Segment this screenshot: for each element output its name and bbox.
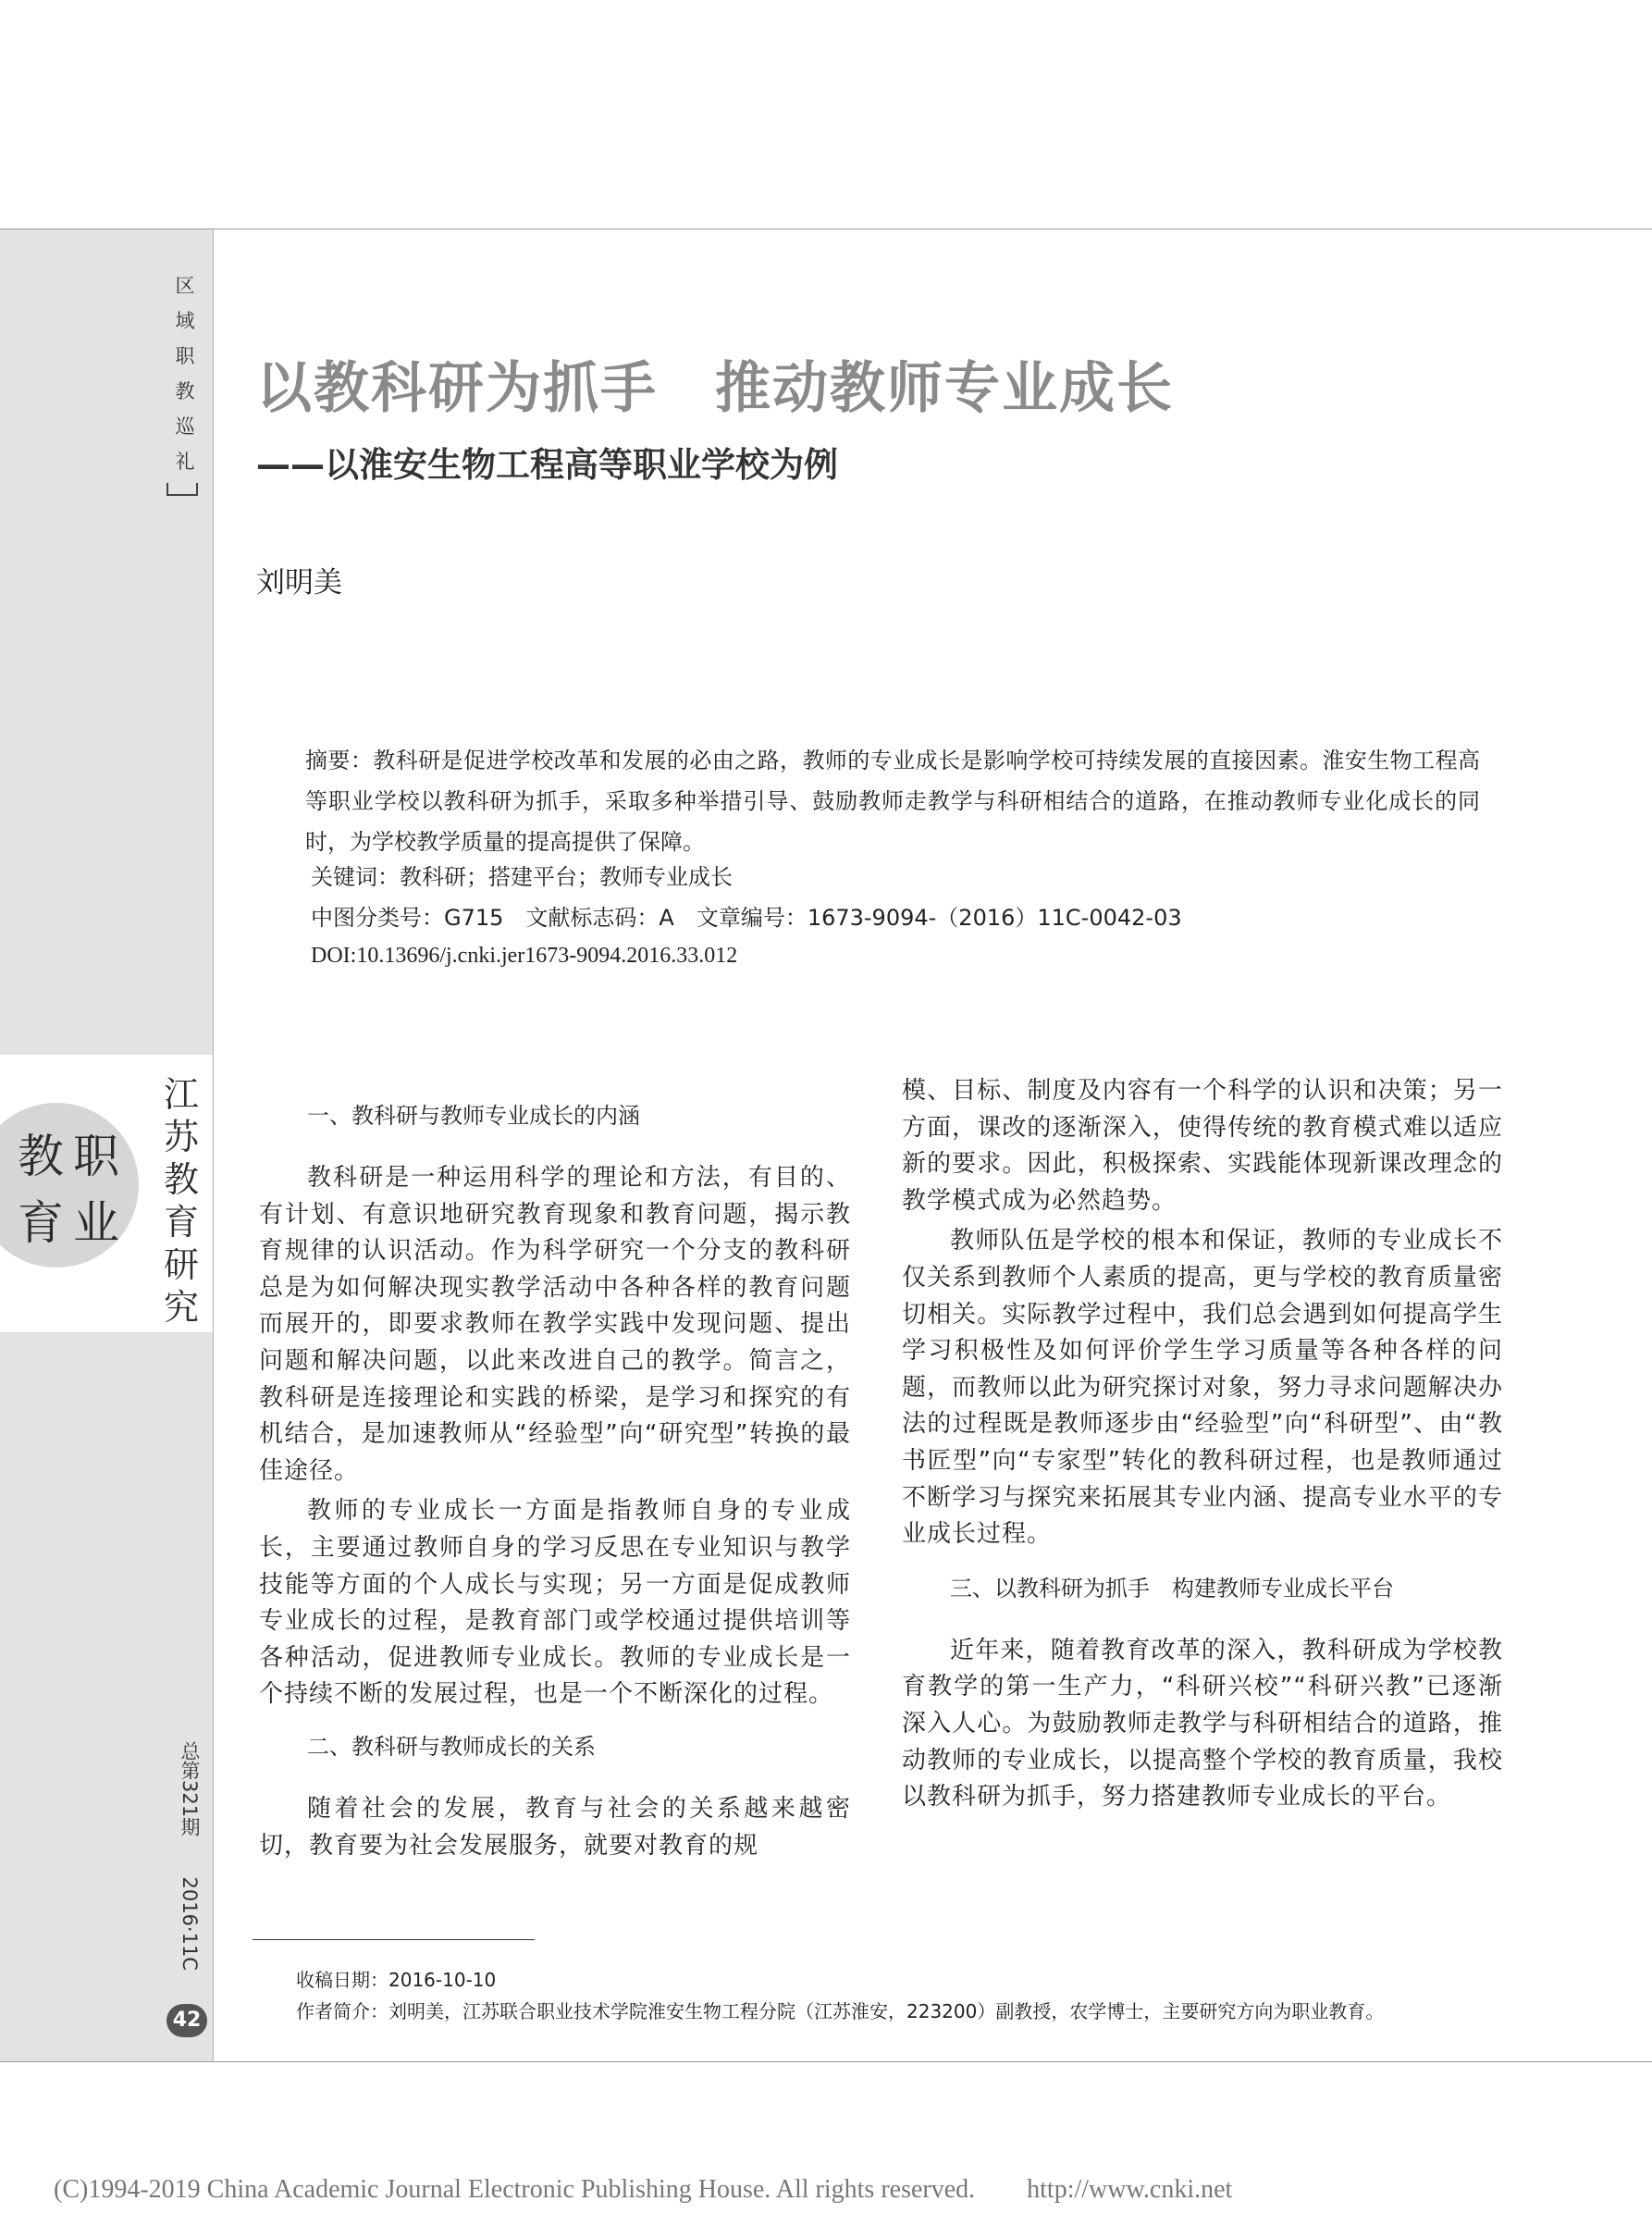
section-label-char: 巡	[175, 415, 195, 438]
journal-name-char: 研	[163, 1244, 199, 1285]
issue-number: 总第321期	[179, 1741, 201, 1837]
section-heading: 一、教科研与教师专业成长的内涵	[307, 1103, 640, 1129]
journal-name	[157, 1073, 205, 1329]
keywords: 关键词：教科研；搭建平台；教师专业成长	[311, 864, 733, 890]
journal-name-char: 教	[163, 1159, 199, 1200]
section-heading: 二、教科研与教师成长的关系	[307, 1733, 596, 1760]
article-title: 以教科研为抓手 推动教师专业成长	[256, 356, 1174, 421]
abstract-text: 摘要：教科研是促进学校改革和发展的必由之路，教师的专业成长是影响学校可持续发展的直接因素。淮安生物工程高等职业学校以教科研为抓手，采取多种举措引导、鼓励教师走教学与科研相结合的道路，在推动教师专业化成长的同时，为学校教学质量的提高提供了保障。	[305, 748, 1480, 855]
journal-name-char: 育	[163, 1202, 199, 1243]
seal-char: 教	[18, 1130, 64, 1183]
section-label	[172, 268, 198, 479]
body-column-left	[259, 1092, 851, 1868]
article-subtitle: ——以淮安生物工程高等职业学校为例	[256, 445, 838, 485]
section-label-char: 礼	[175, 451, 195, 473]
footnote-received: 收稿日期：2016-10-10	[296, 1969, 497, 1991]
paragraph: 教师的专业成长一方面是指教师自身的专业成长，主要通过教师自身的学习反思在专业知识与教学技能等方面的个人成长与实现；另一方面是促成教师专业成长的过程，是教育部门或学校通过提供培训等各种活动，促进教师专业成长。教师的专业成长是一个持续不断的发展过程，也是一个不断深化的过程。	[259, 1497, 851, 1709]
paragraph: 近年来，随着教育改革的深入，教科研成为学校教育教学的第一生产力，“科研兴校”“科研兴教”已逐渐深入人心。为鼓励教师走教学与科研相结合的道路，推动教师的专业成长，以提高整个学校的教育质量，我校以教科研为抓手，努力搭建教师专业成长的平台。	[902, 1636, 1503, 1812]
paragraph: 教科研是一种运用科学的理论和方法，有目的、有计划、有意识地研究教育现象和教育问题，揭示教育规律的认识活动。作为科学研究一个分支的教科研总是为如何解决现实教学活动中各种各样的教育问题而展开的，即要求教师在教学实践中发现问题、提出问题和解决问题，以此来改进自己的教学。简言之，教科研是连接理论和实践的桥梁，是学习和探究的有机结合，是加速教师从“经验型”向“研究型”转换的最佳途径。	[259, 1164, 851, 1485]
footnote-author-bio: 作者简介：刘明美，江苏联合职业技术学院淮安生物工程分院（江苏淮安，223200）副教授，农学博士，主要研究方向为职业教育。	[296, 2000, 1385, 2022]
page-number: 42	[166, 2004, 207, 2037]
paragraph: 模、目标、制度及内容有一个科学的认识和决策；另一方面，课改的逐渐深入，使得传统的教育模式难以适应新的要求。因此，积极探索、实践能体现新课改理念的教学模式成为必然趋势。	[902, 1077, 1503, 1215]
seal-char: 职	[73, 1130, 119, 1183]
issue-info	[174, 1741, 202, 1971]
classification-line: 中图分类号：G715 文献标志码：A 文章编号：1673-9094-（2016）11C-0042-03	[311, 905, 1182, 931]
body-column-right	[902, 1073, 1503, 1820]
section-label-char: 域	[175, 310, 195, 332]
paragraph: 教师队伍是学校的根本和保证，教师的专业成长不仅关系到教师个人素质的提高，更与学校的教育质量密切相关。实际教学过程中，我们总会遇到如何提高学生学习积极性及如何评价学生学习质量等各种各样的问题，而教师以此为研究探讨对象，努力寻求问题解决办法的过程既是教师逐步由“经验型”向“科研型”、由“教书匠型”向“专家型”转化的教科研过程，也是教师通过不断学习与探究来拓展其专业内涵、提高专业水平的专业成长过程。	[902, 1227, 1503, 1549]
section-label-char: 教	[175, 380, 195, 402]
emblem-divider	[213, 1055, 214, 1332]
section-heading: 三、以教科研为抓手 构建教师专业成长平台	[950, 1575, 1394, 1601]
paragraph: 随着社会的发展，教育与社会的关系越来越密切，教育要为社会发展服务，就要对教育的规	[259, 1794, 851, 1860]
abstract-block	[305, 740, 1480, 862]
issue-date: 2016·11C	[179, 1876, 201, 1971]
doi: DOI:10.13696/j.cnki.jer1673-9094.2016.33.012	[311, 944, 738, 968]
journal-seal-logo	[0, 1103, 139, 1268]
journal-name-char: 江	[163, 1074, 199, 1115]
section-bracket	[166, 483, 198, 496]
section-label-char: 区	[175, 275, 195, 297]
copyright-notice: (C)1994-2019 China Academic Journal Electronic Publishing House. All rights reserved. http://www.cnki.net	[54, 2175, 1233, 2204]
bottom-rule	[0, 2061, 1652, 2062]
seal-char: 育	[18, 1196, 64, 1250]
journal-name-char: 苏	[163, 1117, 199, 1157]
journal-name-char: 究	[163, 1287, 199, 1328]
footnote-rule	[253, 1939, 535, 1940]
author-name: 刘明美	[256, 566, 342, 600]
seal-char: 业	[73, 1196, 119, 1250]
section-label-char: 职	[175, 345, 195, 367]
